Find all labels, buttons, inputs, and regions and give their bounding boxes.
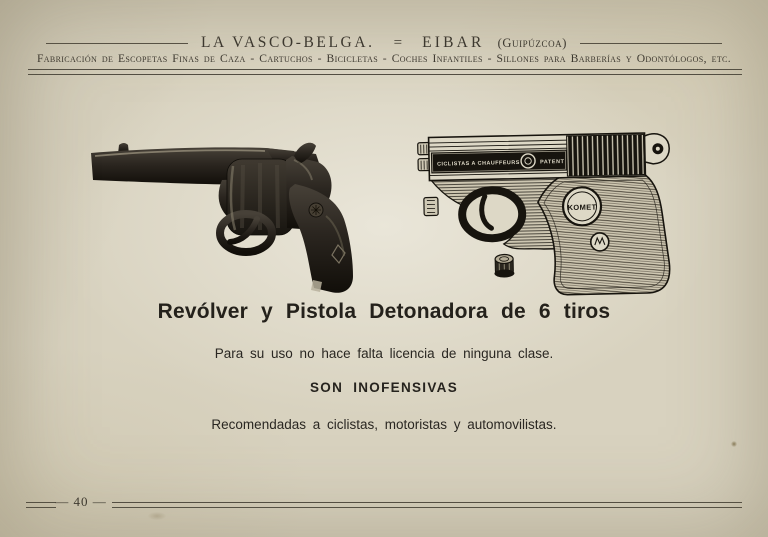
paper-stain bbox=[731, 441, 737, 447]
pistol-figure bbox=[415, 115, 685, 300]
slide-serrations bbox=[567, 135, 645, 177]
product-title: Revólver y Pistola Detonadora de 6 tiros bbox=[157, 300, 611, 323]
pistol-shapes bbox=[418, 132, 673, 297]
cartridge bbox=[494, 254, 514, 277]
company-name: LA VASCO-BELGA. bbox=[200, 34, 375, 51]
header-double-rule bbox=[28, 69, 742, 75]
masthead-subtitle: Fabricación de Escopetas Finas de Caza - Cartuchos - Bicicletas - Coches Infantiles - Sillones para Barberías y Odontólogos, etc. bbox=[37, 52, 731, 65]
revolver-illustration bbox=[80, 120, 400, 300]
footer-long-rule bbox=[112, 502, 742, 508]
grip-medallion-text: KOMET bbox=[567, 202, 597, 213]
masthead-separator: = bbox=[393, 34, 404, 51]
revolver-shapes bbox=[91, 143, 353, 293]
paper-stain bbox=[148, 512, 166, 520]
masthead-right-rule bbox=[580, 43, 722, 44]
city-name: EIBAR bbox=[422, 34, 485, 51]
slide-inscription-right: PATENT bbox=[540, 158, 565, 166]
pistol-illustration bbox=[415, 115, 685, 300]
masthead bbox=[0, 33, 768, 53]
caption-license: Para su uso no hace falta licencia de ninguna clase. bbox=[214, 346, 554, 361]
caption-recommended: Recomendadas a ciclistas, motoristas y automovilistas. bbox=[211, 417, 557, 432]
masthead-left-rule bbox=[46, 43, 188, 44]
slide-inscription-left: CICLISTAS A CHAUFFEURS bbox=[437, 159, 520, 168]
trigger-ring bbox=[462, 190, 523, 239]
province-name: (Guipúzcoa) bbox=[497, 35, 568, 50]
page-number: — 40 — bbox=[55, 494, 107, 509]
revolver-figure bbox=[80, 120, 400, 300]
monogram-medallion bbox=[591, 233, 609, 251]
caption-harmless: SON INOFENSIVAS bbox=[309, 380, 459, 395]
